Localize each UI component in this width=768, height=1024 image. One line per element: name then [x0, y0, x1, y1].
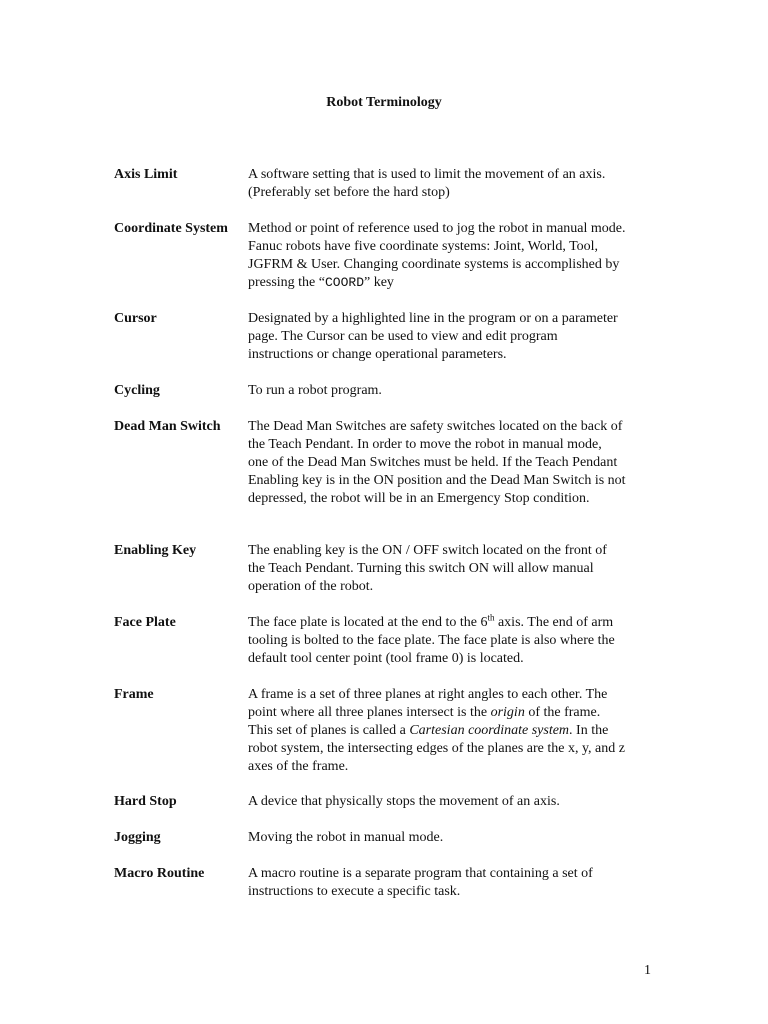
- term-definition: [248, 166, 672, 202]
- definition-line: JGFRM & User. Changing coordinate systems is accomplished by: [248, 257, 620, 272]
- definition-line: Fanuc robots have five coordinate systems: Joint, World, Tool,: [248, 239, 599, 254]
- definition-line: instructions or change operational parameters.: [248, 347, 507, 362]
- term-label: Dead Man Switch: [114, 419, 221, 434]
- definition-line: axes of the frame.: [248, 759, 349, 774]
- definition-line: [248, 614, 672, 632]
- term-definition: [248, 686, 672, 776]
- term-definition: [248, 614, 672, 668]
- definition-line: depressed, the robot will be in an Emergency Stop condition.: [248, 491, 590, 506]
- term-definition: [248, 310, 672, 364]
- definition-line: (Preferably set before the hard stop): [248, 185, 450, 200]
- definition-line: Method or point of reference used to jog the robot in manual mode.: [248, 221, 626, 236]
- definition-line: A device that physically stops the movement of an axis.: [248, 794, 560, 809]
- term-definition: [248, 542, 672, 596]
- definition-line: [248, 274, 672, 292]
- term-definition: [248, 793, 672, 811]
- term-label: Face Plate: [114, 615, 176, 630]
- term-definition: [248, 865, 672, 901]
- term-definition: [248, 382, 672, 400]
- definition-line: one of the Dead Man Switches must be held. If the Teach Pendant: [248, 455, 618, 470]
- emphasis-text: origin: [490, 705, 525, 720]
- definition-line: [248, 722, 672, 740]
- definition-line: tooling is bolted to the face plate. The face plate is also where the: [248, 633, 615, 648]
- term-label: Cursor: [114, 311, 157, 326]
- definition-text: axis. The end of arm: [494, 615, 614, 630]
- definition-line: Designated by a highlighted line in the program or on a parameter: [248, 311, 618, 326]
- definition-line: Enabling key is in the ON position and the Dead Man Switch is not: [248, 473, 626, 488]
- definition-line: the Teach Pendant. Turning this switch ON will allow manual: [248, 561, 594, 576]
- definition-line: The enabling key is the ON / OFF switch located on the front of: [248, 543, 607, 558]
- term-label: Jogging: [114, 830, 161, 845]
- definition-line: operation of the robot.: [248, 579, 374, 594]
- key-name: COORD: [324, 275, 364, 290]
- term-definition: [248, 829, 672, 847]
- definition-line: The Dead Man Switches are safety switches located on the back of: [248, 419, 623, 434]
- definition-line: Moving the robot in manual mode.: [248, 830, 444, 845]
- term-label: Hard Stop: [114, 794, 177, 809]
- definition-line: the Teach Pendant. In order to move the robot in manual mode,: [248, 437, 602, 452]
- definition-line: robot system, the intersecting edges of the planes are the x, y, and z: [248, 741, 625, 756]
- term-label: Frame: [114, 687, 154, 702]
- term-definition: [248, 220, 672, 292]
- term-definition: [248, 418, 672, 508]
- definition-text: The face plate is located at the end to the 6: [248, 615, 488, 630]
- definition-line: A frame is a set of three planes at right angles to each other. The: [248, 687, 608, 702]
- definition-text: point where all three planes intersect is the: [248, 705, 491, 720]
- ordinal-superscript: th: [487, 612, 495, 623]
- definition-text: of the frame.: [524, 705, 601, 720]
- definition-line: A macro routine is a separate program that containing a set of: [248, 866, 593, 881]
- definition-text: . In the: [569, 723, 609, 738]
- term-label: Macro Routine: [114, 866, 205, 881]
- page-title: Robot Terminology: [326, 95, 442, 110]
- definition-text: ” key: [364, 275, 394, 290]
- emphasis-text: Cartesian coordinate system: [409, 723, 570, 738]
- term-label: Axis Limit: [114, 167, 178, 182]
- term-label: Cycling: [114, 383, 160, 398]
- definition-line: To run a robot program.: [248, 383, 382, 398]
- definition-line: page. The Cursor can be used to view and edit program: [248, 329, 558, 344]
- page-number: 1: [644, 963, 651, 978]
- definition-line: default tool center point (tool frame 0) is located.: [248, 651, 524, 666]
- definition-line: instructions to execute a specific task.: [248, 884, 461, 899]
- definition-line: [248, 704, 672, 722]
- definition-text: This set of planes is called a: [248, 723, 410, 738]
- term-label: Enabling Key: [114, 543, 197, 558]
- definition-line: A software setting that is used to limit the movement of an axis.: [248, 167, 606, 182]
- definition-text: pressing the “: [248, 275, 325, 290]
- term-label: Coordinate System: [114, 221, 228, 236]
